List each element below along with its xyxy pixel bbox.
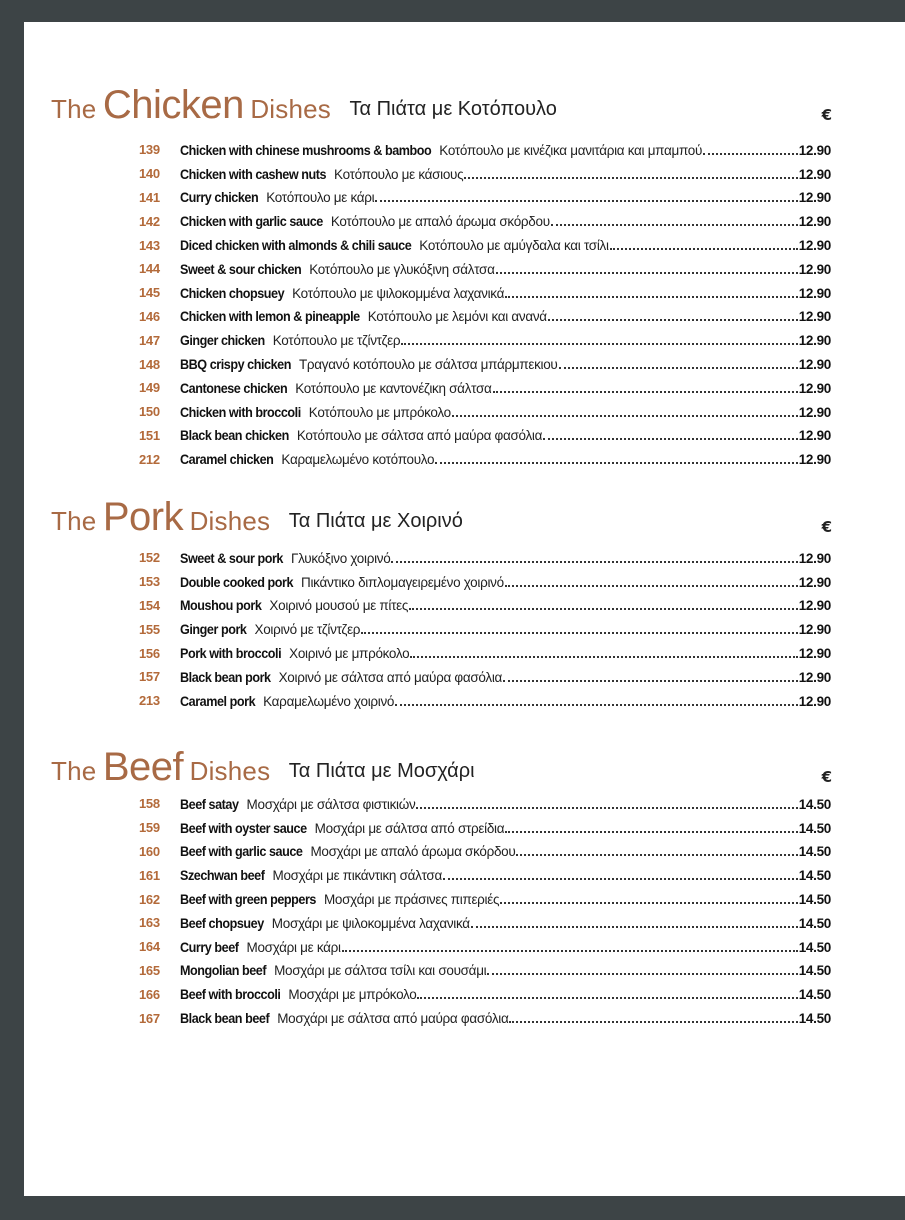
item-line	[180, 820, 831, 836]
dot-leader	[342, 942, 798, 952]
item-price: 12.90	[798, 598, 831, 614]
item-name-english: Beef with broccoli	[180, 986, 281, 1003]
item-number: 162	[139, 891, 160, 907]
item-price: 12.90	[798, 285, 831, 301]
item-price: 12.90	[798, 622, 831, 638]
menu-item	[24, 792, 905, 816]
item-line	[180, 597, 831, 613]
item-name-greek: Μοσχάρι με σάλτσα από στρείδια	[314, 820, 505, 836]
item-number: 167	[139, 1010, 160, 1026]
item-name-greek: Κοτόπουλο με κινέζικα μανιτάρια και μπαμπού	[439, 142, 703, 158]
item-line	[180, 308, 831, 324]
item-name-greek: Κοτόπουλο με τζίντζερ	[272, 333, 401, 349]
item-line	[180, 669, 831, 685]
item-line	[180, 332, 831, 348]
item-name-greek: Καραμελωμένο κοτόπουλο	[281, 452, 435, 468]
item-line	[180, 621, 831, 637]
item-name-greek: Κοτόπουλο με κάρι	[266, 190, 375, 206]
item-price: 12.90	[798, 669, 831, 685]
item-number: 159	[139, 820, 160, 836]
dot-leader	[548, 311, 798, 321]
item-name-greek: Κοτόπουλο με σάλτσα από μαύρα φασόλια	[296, 428, 543, 444]
item-name-greek: Γλυκόξινο χοιρινό	[290, 550, 391, 566]
dot-leader	[452, 407, 798, 417]
dot-leader	[401, 335, 797, 345]
item-line	[180, 867, 831, 883]
euro-currency-icon: €	[821, 518, 832, 536]
menu-item	[24, 376, 905, 400]
section-header	[24, 492, 905, 540]
dot-leader	[391, 553, 797, 563]
item-price: 12.90	[798, 550, 831, 566]
item-line	[180, 166, 831, 182]
title-greek: Τα Πιάτα με Κοτόπουλο	[349, 98, 557, 120]
item-name-english: Black bean beef	[180, 1010, 270, 1027]
item-name-english: Beef with garlic sauce	[180, 843, 303, 860]
menu-item	[24, 233, 905, 257]
item-number: 165	[139, 962, 160, 978]
item-name-greek: Μοσχάρι με σάλτσα από μαύρα φασόλια	[277, 1011, 509, 1027]
item-line	[180, 1010, 831, 1026]
item-line	[180, 693, 831, 709]
item-price: 14.50	[798, 987, 831, 1003]
item-name-english: Curry beef	[180, 938, 239, 955]
item-number: 155	[139, 621, 160, 637]
item-price: 14.50	[798, 892, 831, 908]
section-header	[24, 80, 905, 128]
item-line	[180, 891, 831, 907]
item-name-greek: Χοιρινό με τζίντζερ	[254, 622, 361, 638]
item-name-greek: Κοτόπουλο με μπρόκολο	[308, 404, 451, 420]
item-price: 14.50	[798, 963, 831, 979]
menu-item	[24, 1006, 905, 1030]
dot-leader	[471, 918, 798, 928]
dot-leader	[610, 240, 798, 250]
item-number: 164	[139, 939, 160, 955]
item-price: 12.90	[798, 238, 831, 254]
dot-leader	[395, 696, 798, 706]
title-main: Chicken	[102, 83, 244, 127]
item-number: 166	[139, 986, 160, 1002]
title-main: Pork	[102, 495, 184, 539]
item-number: 161	[139, 867, 160, 883]
dot-leader	[417, 989, 797, 999]
item-list	[24, 546, 905, 713]
item-number: 139	[139, 142, 160, 158]
title-greek: Τα Πιάτα με Χοιρινό	[288, 510, 463, 532]
menu-item	[24, 840, 905, 864]
item-price: 12.90	[798, 452, 831, 468]
item-number: 157	[139, 669, 160, 685]
item-name-english: Chicken with broccoli	[180, 403, 301, 420]
item-number: 145	[139, 285, 160, 301]
item-name-english: BBQ crispy chicken	[180, 356, 291, 373]
title-the: The	[51, 94, 97, 124]
item-price: 14.50	[798, 820, 831, 836]
item-name-english: Sweet & sour chicken	[180, 260, 302, 277]
item-line	[180, 237, 831, 253]
item-name-english: Beef chopsuey	[180, 914, 264, 931]
item-price: 14.50	[798, 844, 831, 860]
dot-leader	[559, 359, 798, 369]
item-name-greek: Κοτόπουλο με καντονέζικη σάλτσα	[295, 380, 492, 396]
item-number: 144	[139, 261, 160, 277]
item-name-english: Beef with green peppers	[180, 891, 316, 908]
item-name-english: Cantonese chicken	[180, 379, 288, 396]
dot-leader	[505, 288, 798, 298]
menu-item	[24, 281, 905, 305]
item-name-greek: Μοσχάρι με σάλτσα τσίλι και σουσάμι	[274, 963, 487, 979]
dot-leader	[496, 264, 798, 274]
item-line	[180, 915, 831, 931]
dot-leader	[443, 870, 798, 880]
item-name-english: Caramel chicken	[180, 451, 274, 468]
menu-item	[24, 186, 905, 210]
title-the: The	[51, 756, 97, 786]
item-name-greek: Κοτόπουλο με αμύγδαλα και τσίλι	[419, 238, 609, 254]
item-line	[180, 843, 831, 859]
dot-leader	[500, 894, 798, 904]
dot-leader	[516, 846, 797, 856]
item-name-english: Beef with oyster sauce	[180, 819, 307, 836]
item-price: 12.90	[798, 214, 831, 230]
item-name-english: Mongolian beef	[180, 962, 267, 979]
item-number: 148	[139, 356, 160, 372]
item-name-greek: Κοτόπουλο με γλυκόξινη σάλτσα	[309, 261, 495, 277]
item-line	[180, 404, 831, 420]
menu-item	[24, 689, 905, 713]
item-line	[180, 356, 831, 372]
item-name-english: Szechwan beef	[180, 867, 265, 884]
item-name-greek: Κοτόπουλο με απαλό άρωμα σκόρδου	[330, 214, 550, 230]
item-price: 12.90	[798, 428, 831, 444]
title-greek: Τα Πιάτα με Μοσχάρι	[288, 760, 475, 782]
menu-item	[24, 935, 905, 959]
item-name-english: Moushou pork	[180, 597, 262, 614]
item-price: 12.90	[798, 261, 831, 277]
item-name-english: Curry chicken	[180, 189, 259, 206]
dot-leader	[416, 799, 797, 809]
item-name-greek: Καραμελωμένο χοιρινό	[263, 693, 395, 709]
dot-leader	[509, 1013, 797, 1023]
item-name-english: Beef satay	[180, 795, 239, 812]
item-price: 14.50	[798, 868, 831, 884]
item-number: 140	[139, 166, 160, 182]
item-name-greek: Χοιρινό με σάλτσα από μαύρα φασόλια	[278, 669, 503, 685]
menu-item	[24, 447, 905, 471]
item-number: 146	[139, 308, 160, 324]
item-number: 156	[139, 645, 160, 661]
item-list	[24, 792, 905, 1030]
section-chicken	[24, 80, 905, 468]
menu-item	[24, 209, 905, 233]
euro-currency-icon: €	[821, 768, 832, 786]
item-name-english: Ginger pork	[180, 621, 247, 638]
menu-item	[24, 424, 905, 448]
item-number: 213	[139, 693, 160, 709]
dot-leader	[505, 577, 798, 587]
item-name-greek: Μοσχάρι με σάλτσα φιστικιών	[246, 796, 416, 812]
item-price: 14.50	[798, 1011, 831, 1027]
item-name-greek: Κοτόπουλο με ψιλοκομμένα λαχανικά	[292, 285, 505, 301]
euro-currency-icon: €	[821, 106, 832, 124]
item-line	[180, 939, 831, 955]
title-the: The	[51, 506, 97, 536]
item-number: 160	[139, 843, 160, 859]
item-line	[180, 380, 831, 396]
menu-item	[24, 400, 905, 424]
item-number: 149	[139, 380, 160, 396]
menu-item	[24, 617, 905, 641]
dot-leader	[435, 454, 797, 464]
dot-leader	[409, 600, 798, 610]
dot-leader	[361, 624, 798, 634]
item-price: 12.90	[798, 404, 831, 420]
item-line	[180, 427, 831, 443]
item-name-greek: Χοιρινό με μπρόκολο	[289, 646, 410, 662]
menu-item	[24, 665, 905, 689]
item-price: 12.90	[798, 357, 831, 373]
menu-item	[24, 138, 905, 162]
menu-item	[24, 570, 905, 594]
item-price: 12.90	[798, 190, 831, 206]
section-pork	[24, 492, 905, 709]
item-line	[180, 645, 831, 661]
item-name-english: Caramel pork	[180, 692, 256, 709]
dot-leader	[703, 145, 798, 155]
item-name-greek: Μοσχάρι με πράσινες πιπεριές	[323, 892, 500, 908]
menu-item	[24, 641, 905, 665]
item-number: 154	[139, 597, 160, 613]
item-line	[180, 261, 831, 277]
item-number: 163	[139, 915, 160, 931]
item-number: 158	[139, 796, 160, 812]
item-price: 12.90	[798, 646, 831, 662]
item-name-english: Diced chicken with almonds & chili sauce	[180, 237, 412, 254]
item-price: 12.90	[798, 166, 831, 182]
item-name-greek: Κοτόπουλο με κάσιους	[334, 166, 464, 182]
item-name-english: Black bean chicken	[180, 427, 289, 444]
item-name-greek: Κοτόπουλο με λεμόνι και ανανά	[367, 309, 547, 325]
item-line	[180, 962, 831, 978]
dot-leader	[487, 965, 797, 975]
item-name-english: Sweet & sour pork	[180, 549, 283, 566]
item-name-english: Ginger chicken	[180, 332, 265, 349]
section-beef	[24, 742, 905, 1027]
menu-item	[24, 959, 905, 983]
item-name-greek: Πικάντικο διπλομαγειρεμένο χοιρινό	[301, 574, 504, 590]
item-line	[180, 550, 831, 566]
dot-leader	[503, 672, 798, 682]
item-line	[180, 142, 831, 158]
dot-leader	[543, 430, 798, 440]
item-name-greek: Μοσχάρι με μπρόκολο	[288, 987, 417, 1003]
item-name-greek: Τραγανό κοτόπουλο με σάλτσα μπάρμπεκιου	[298, 357, 558, 373]
menu-item	[24, 257, 905, 281]
menu-item	[24, 863, 905, 887]
item-name-greek: Χοιρινό μουσού με πίτες	[269, 598, 409, 614]
item-line	[180, 986, 831, 1002]
menu-item	[24, 162, 905, 186]
menu-item	[24, 982, 905, 1006]
title-main: Beef	[102, 745, 184, 789]
item-number: 150	[139, 404, 160, 420]
item-line	[180, 285, 831, 301]
title-dishes: Dishes	[189, 506, 271, 536]
item-line	[180, 189, 831, 205]
item-name-english: Chicken with lemon & pineapple	[180, 308, 360, 325]
dot-leader	[493, 383, 798, 393]
dot-leader	[410, 648, 797, 658]
menu-item	[24, 594, 905, 618]
item-number: 152	[139, 550, 160, 566]
item-line	[180, 574, 831, 590]
dot-leader	[505, 823, 797, 833]
section-title	[51, 83, 557, 128]
item-number: 153	[139, 574, 160, 590]
item-price: 12.90	[798, 309, 831, 325]
item-name-english: Chicken with chinese mushrooms & bamboo	[180, 141, 432, 158]
item-name-greek: Μοσχάρι με κάρι	[246, 939, 341, 955]
section-title	[51, 495, 463, 540]
item-price: 14.50	[798, 796, 831, 812]
item-price: 12.90	[798, 333, 831, 349]
section-header	[24, 742, 905, 790]
item-name-english: Black bean pork	[180, 668, 271, 685]
menu-page	[24, 22, 905, 1196]
item-number: 151	[139, 427, 160, 443]
menu-item	[24, 887, 905, 911]
item-price: 12.90	[798, 693, 831, 709]
item-name-greek: Μοσχάρι με πικάντικη σάλτσα	[272, 868, 442, 884]
dot-leader	[464, 169, 797, 179]
item-name-english: Pork with broccoli	[180, 645, 282, 662]
section-title	[51, 745, 475, 790]
item-name-greek: Μοσχάρι με απαλό άρωμα σκόρδου	[310, 844, 516, 860]
item-price: 12.90	[798, 380, 831, 396]
item-name-english: Chicken chopsuey	[180, 284, 285, 301]
item-name-english: Double cooked pork	[180, 573, 294, 590]
menu-item	[24, 305, 905, 329]
title-dishes: Dishes	[250, 94, 332, 124]
item-list	[24, 138, 905, 471]
title-dishes: Dishes	[189, 756, 271, 786]
item-price: 14.50	[798, 915, 831, 931]
item-line	[180, 796, 831, 812]
menu-item	[24, 328, 905, 352]
item-price: 12.90	[798, 142, 831, 158]
menu-item	[24, 352, 905, 376]
dot-leader	[375, 192, 797, 202]
menu-item	[24, 816, 905, 840]
item-number: 143	[139, 237, 160, 253]
menu-item	[24, 911, 905, 935]
item-price: 14.50	[798, 939, 831, 955]
item-number: 212	[139, 451, 160, 467]
item-line	[180, 451, 831, 467]
menu-item	[24, 546, 905, 570]
item-name-english: Chicken with garlic sauce	[180, 213, 323, 230]
dot-leader	[551, 216, 798, 226]
item-number: 142	[139, 213, 160, 229]
item-name-greek: Μοσχάρι με ψιλοκομμένα λαχανικά	[271, 915, 470, 931]
item-name-english: Chicken with cashew nuts	[180, 165, 327, 182]
item-line	[180, 213, 831, 229]
item-number: 147	[139, 332, 160, 348]
item-number: 141	[139, 189, 160, 205]
item-price: 12.90	[798, 574, 831, 590]
